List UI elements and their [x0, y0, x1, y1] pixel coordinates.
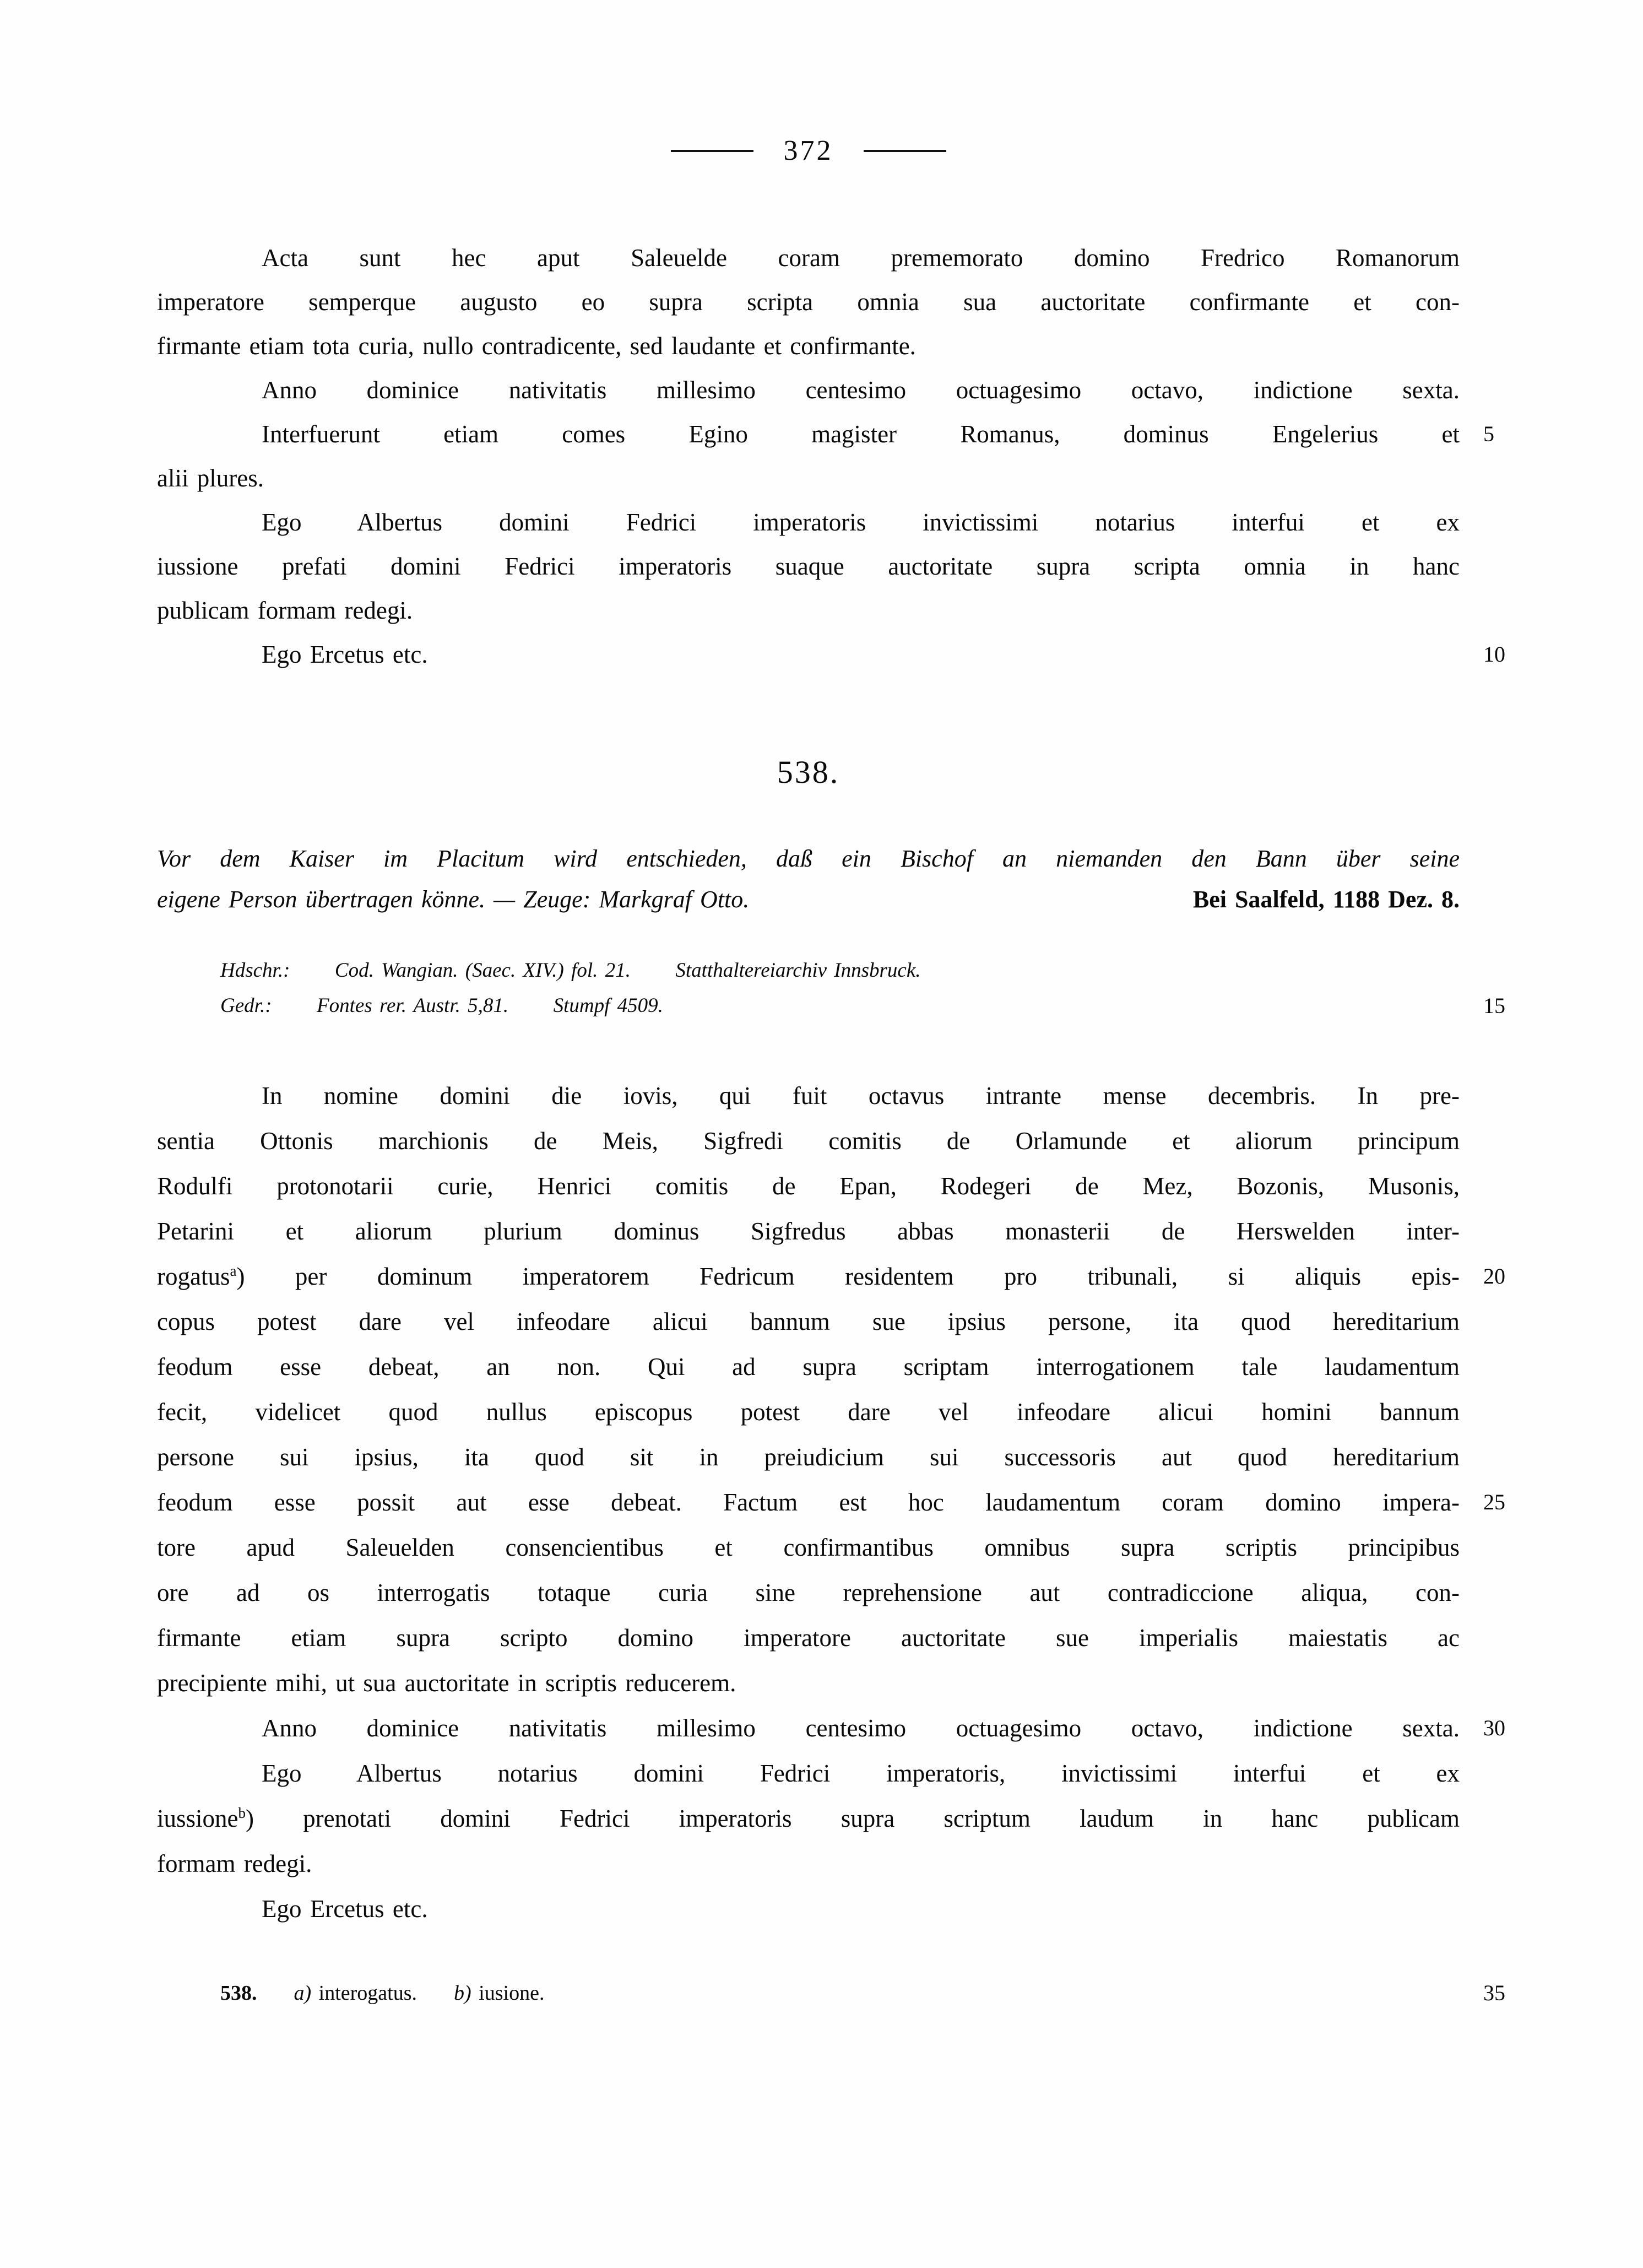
footnote-a-marker: a): [294, 1982, 312, 2005]
text-line: [157, 412, 1494, 456]
margin-line-number: 30: [1483, 1715, 1505, 1740]
margin-line-number: 10: [1483, 642, 1505, 667]
text-line: sentia Ottonis marchionis de Meis, Sigfredi comitis de Orlamunde et aliorum principum: [157, 1127, 1460, 1155]
text-line-content: rogatus: [157, 1263, 230, 1290]
document-537-conclusion: [157, 236, 1505, 676]
footnote-b-text: iusione.: [479, 1982, 545, 2005]
text-line-content: feodum esse possit aut esse debeat. Factum est hoc laudamentum coram domino impera-: [157, 1488, 1460, 1516]
text-line: ore ad os interrogatis totaque curia sine reprehensione aut contradiccione aliqua, con-: [157, 1579, 1460, 1606]
footnote-doc-label: 538.: [220, 1982, 257, 2005]
source-line-printed: [157, 988, 1505, 1024]
text-line-content: Interfuerunt etiam comes Egino magister Romanus, dominus Engelerius et: [262, 420, 1460, 448]
regest-line-content: eigene Person übertragen könne. — Zeuge: Markgraf Otto.: [157, 886, 750, 913]
margin-line-number: 20: [1483, 1264, 1505, 1289]
source-citation: Fontes rer. Austr. 5,81.: [317, 994, 509, 1017]
text-line: copus potest dare vel infeodare alicui bannum sue ipsius persone, ita quod hereditarium: [157, 1308, 1460, 1335]
text-line: In nomine domini die iovis, qui fuit octavus intrante mense decembris. In pre-: [262, 1082, 1460, 1109]
text-line: formam redegi.: [157, 1850, 312, 1877]
text-line: persone sui ipsius, ita quod sit in preiudicium sui successoris aut quod hereditarium: [157, 1443, 1460, 1471]
page-header: [157, 137, 1460, 165]
source-label: Gedr.:: [220, 994, 272, 1017]
margin-line-number: 25: [1483, 1490, 1505, 1514]
text-line: Ego Albertus notarius domini Fedrici imperatoris, invictissimi interfui et ex: [262, 1760, 1460, 1787]
source-archive: Statthaltereiarchiv Innsbruck.: [675, 959, 921, 982]
text-line-content: ) prenotati domini Fedrici imperatoris supra scriptum laudum in hanc publicam: [246, 1805, 1460, 1832]
text-line: fecit, videlicet quod nullus episcopus potest dare vel infeodare alicui homini bannum: [157, 1398, 1460, 1426]
text-line: Anno dominice nativitatis millesimo centesimo octuagesimo octavo, indictione sexta.: [262, 376, 1460, 404]
text-line: publicam formam redegi.: [157, 597, 413, 624]
source-label: Hdschr.:: [220, 959, 290, 982]
text-line-content: Ego Ercetus etc.: [262, 641, 428, 668]
text-line: [157, 632, 1505, 676]
text-line-content: ) per dominum imperatorem Fedricum residentem pro tribunali, si aliquis epis-: [236, 1263, 1460, 1290]
page-number: 372: [783, 135, 833, 166]
margin-line-number: 35: [1483, 1980, 1505, 2005]
document-538-sources: [157, 953, 1505, 1024]
document-538-body: [157, 1073, 1505, 1931]
footnote-b-marker: b): [454, 1982, 471, 2005]
margin-line-number: 15: [1483, 993, 1505, 1018]
document-538-footnote: [157, 1977, 1505, 2010]
text-line: Ego Ercetus etc.: [262, 1895, 428, 1923]
text-line: [157, 1480, 1505, 1525]
text-line: firmante etiam supra scripto domino imperatore auctoritate sue imperialis maiestatis ac: [157, 1624, 1460, 1652]
source-line-manuscript: [157, 953, 1460, 988]
document-number-heading: 538.: [777, 754, 840, 790]
footnote-line: [157, 1977, 1505, 2010]
regest-line: Vor dem Kaiser im Placitum wird entschieden, daß ein Bischof an niemanden den Bann über seine: [157, 845, 1460, 872]
text-line: alii plures.: [157, 464, 264, 492]
margin-line-number: 5: [1483, 421, 1494, 446]
text-line: tore apud Saleuelden consencientibus et confirmantibus omnibus supra scriptis principibus: [157, 1534, 1460, 1561]
header-rule-left: [671, 150, 753, 152]
text-line-content: iussione: [157, 1805, 238, 1832]
text-line: imperatore semperque augusto eo supra scripta omnia sua auctoritate confirmante et con-: [157, 288, 1460, 316]
text-line: [157, 1254, 1505, 1299]
text-line: Petarini et aliorum plurium dominus Sigfredus abbas monasterii de Herswelden inter-: [157, 1217, 1460, 1245]
text-line: [157, 1796, 1460, 1841]
regest-line: [157, 879, 1460, 920]
footnote-a-text: interogatus.: [318, 1982, 417, 2005]
text-line: precipiente mihi, ut sua auctoritate in scriptis reducerem.: [157, 1669, 736, 1697]
source-reference: Stumpf 4509.: [553, 994, 663, 1017]
document-538-regest: [157, 838, 1460, 920]
text-line: Acta sunt hec aput Saleuelde coram prememorato domino Fredrico Romanorum: [262, 244, 1460, 272]
document-date: Bei Saalfeld, 1188 Dez. 8.: [1192, 886, 1460, 913]
text-line: Rodulfi protonotarii curie, Henrici comitis de Epan, Rodegeri de Mez, Bozonis, Musonis,: [157, 1172, 1460, 1200]
text-line: iussione prefati domini Fedrici imperatoris suaque auctoritate supra scripta omnia in hanc: [157, 553, 1460, 580]
text-line: firmante etiam tota curia, nullo contradicente, sed laudante et confirmante.: [157, 332, 916, 360]
text-line-content: Anno dominice nativitatis millesimo centesimo octuagesimo octavo, indictione sexta.: [262, 1714, 1460, 1742]
footnote-marker-b: b: [238, 1805, 246, 1821]
text-line: Ego Albertus domini Fedrici imperatoris invictissimi notarius interfui et ex: [262, 508, 1460, 536]
footnote-marker-a: a: [230, 1263, 237, 1279]
header-rule-right: [864, 150, 946, 152]
text-line: [157, 1706, 1505, 1751]
source-citation: Cod. Wangian. (Saec. XIV.) fol. 21.: [334, 959, 631, 982]
text-line: feodum esse debeat, an non. Qui ad supra scriptam interrogationem tale laudamentum: [157, 1353, 1460, 1381]
